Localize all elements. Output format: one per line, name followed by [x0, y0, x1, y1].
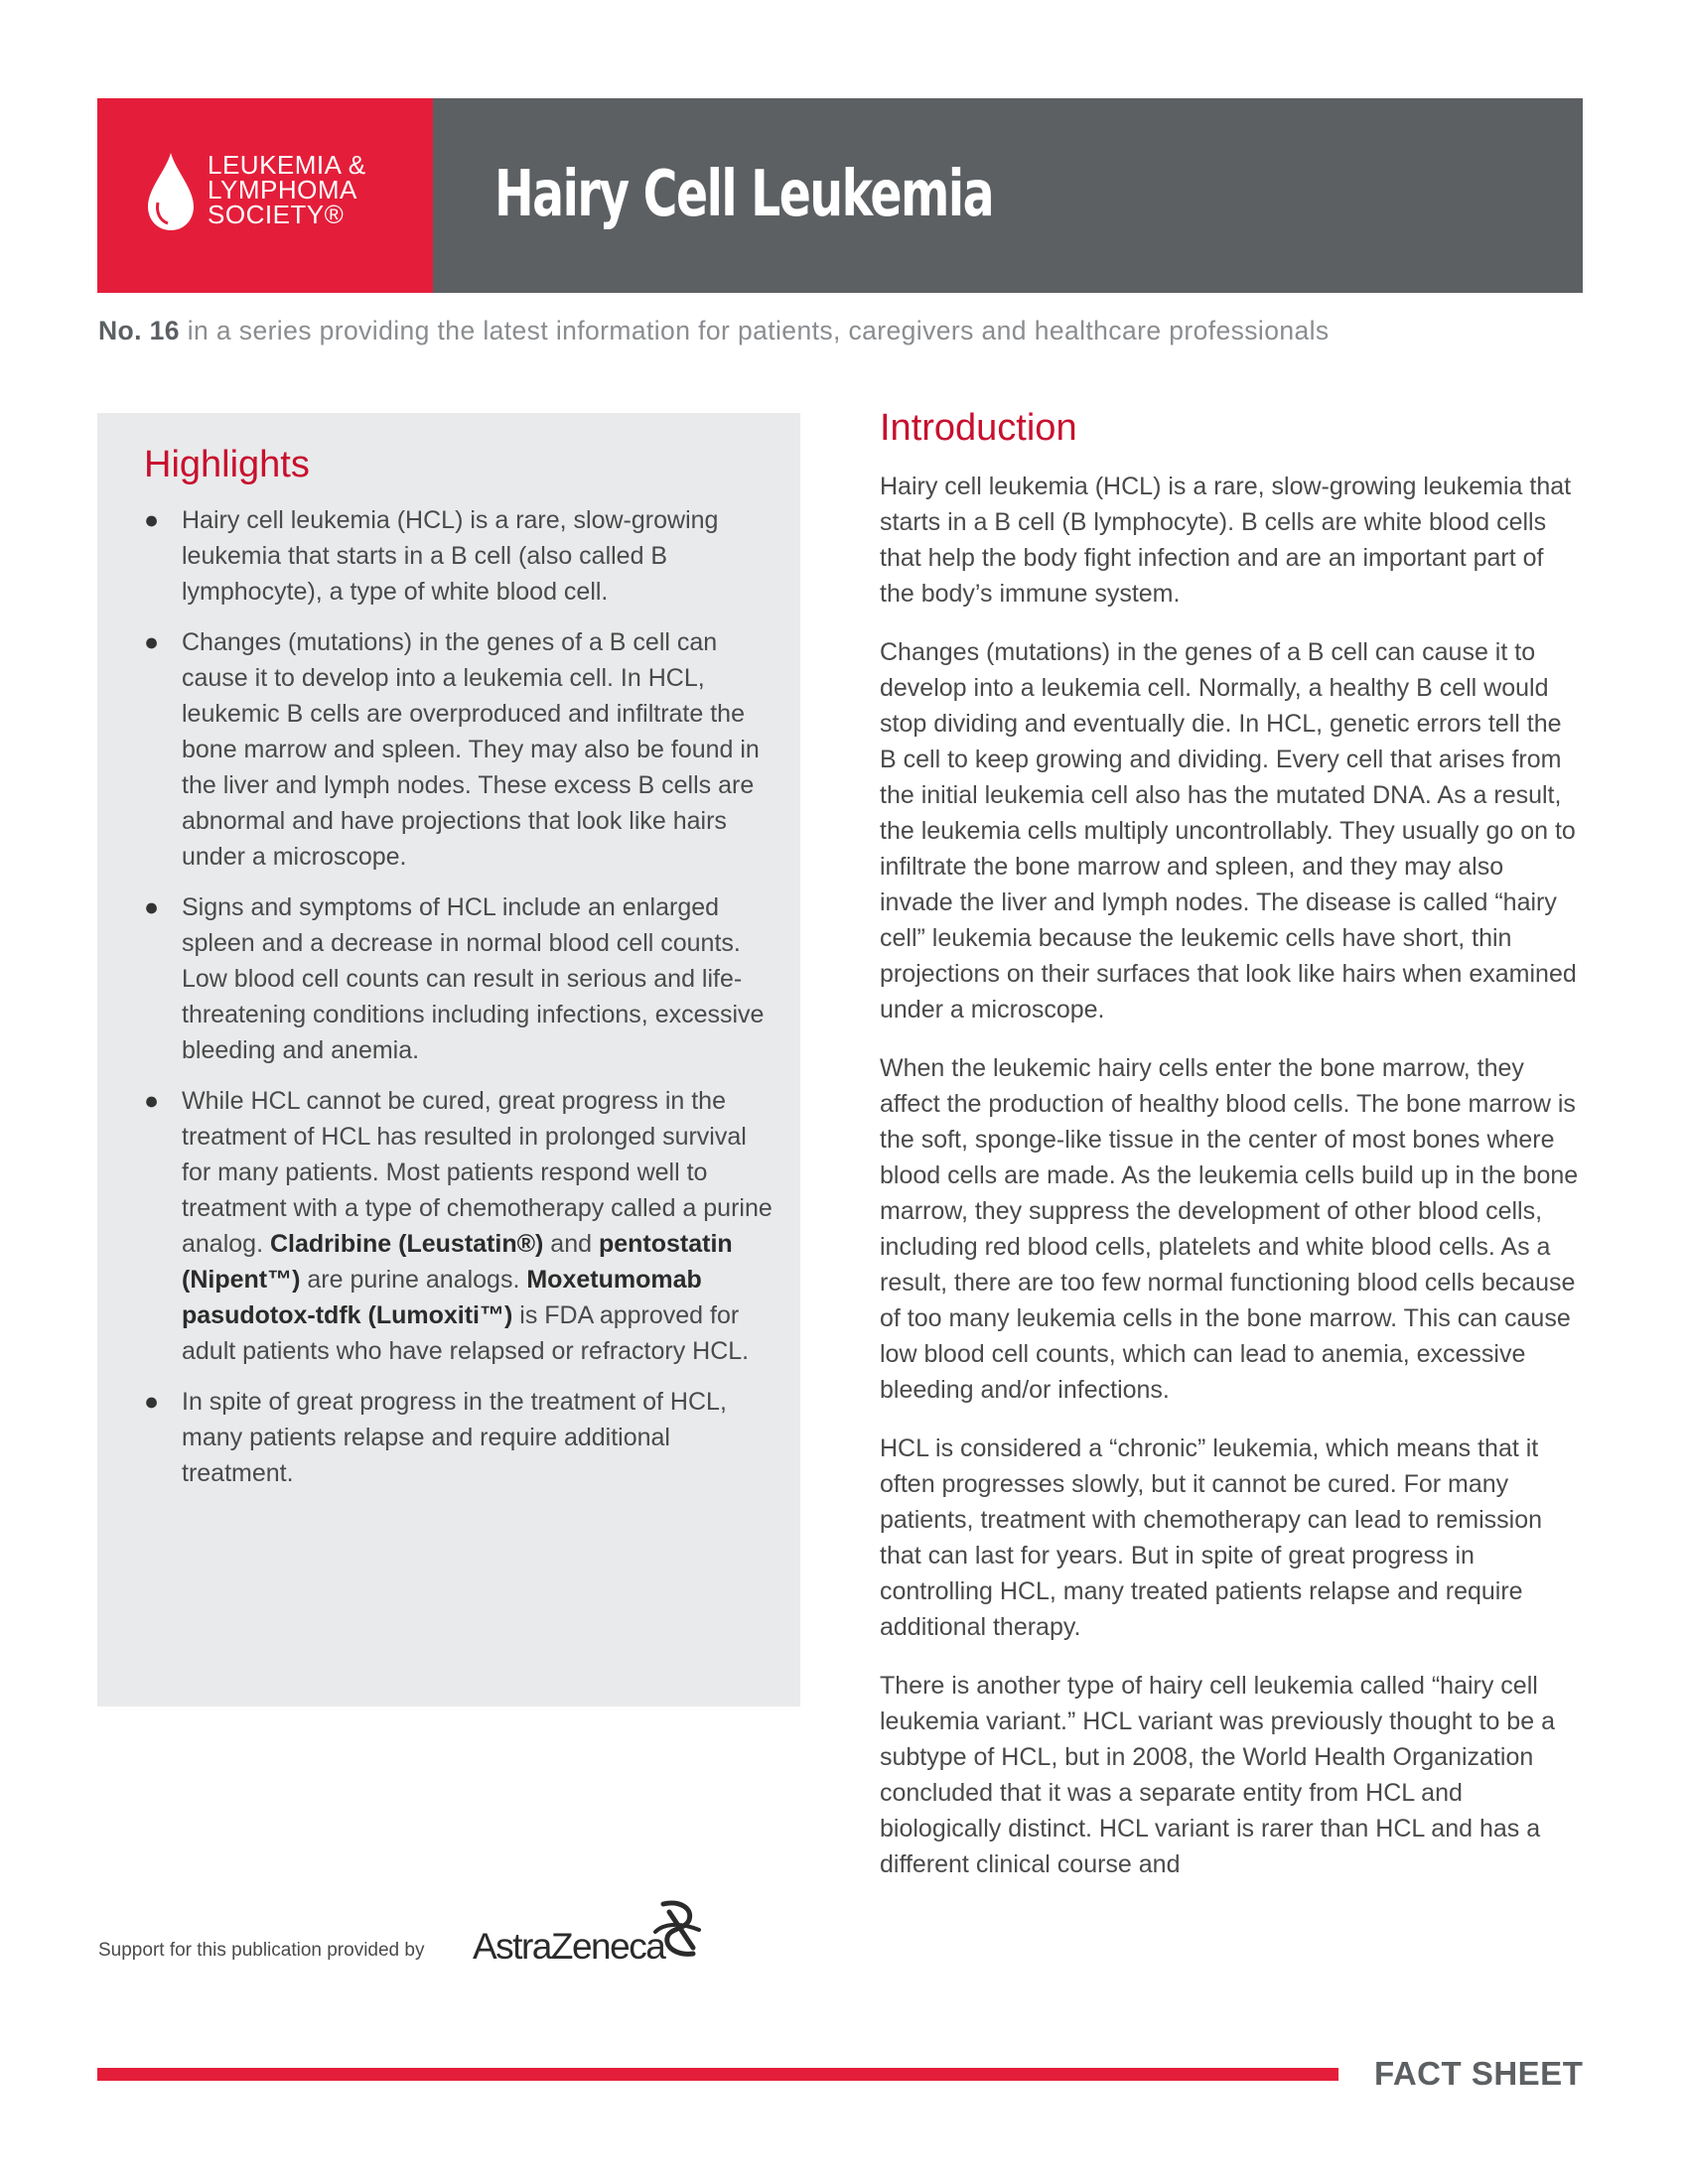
footer-rule	[97, 2068, 1338, 2081]
bullet-icon: ●	[144, 1087, 160, 1115]
paragraph: When the leukemic hairy cells enter the bone marrow, they affect the production of healthy blood cells. The bone marrow is the soft, sponge-like tissue in the center of most bones where blood cells are made. As the leukemia cells build up in the bone marrow, they suppress the development of other blood cells, including red blood cells, platelets and white blood cells. As a result, there are too few normal functioning blood cells because of too many leukemia cells in the bone marrow. This can cause low blood cell counts, which can lead to anemia, excessive bleeding and/or infections.	[880, 1054, 1579, 1404]
highlight-text: Signs and symptoms of HCL include an enlarged spleen and a decrease in normal blood cell counts. Low blood cell counts can result in serious and life-threatening conditions including infections, excessive bleeding and anemia.	[182, 893, 765, 1064]
bullet-icon: ●	[144, 628, 160, 656]
paragraph: Changes (mutations) in the genes of a B cell can cause it to develop into a leukemia cell. Normally, a healthy B cell would stop dividing and eventually die. In HCL, genetic errors tell the B cell to keep growing and dividing. Every cell that arises from the initial leukemia cell also has the mutated DNA. As a result, the leukemia cells multiply uncontrollably. They usually go on to infiltrate the bone marrow and spleen, and they may also invade the liver and lymph nodes. The disease is called “hairy cell” leukemia because the leukemic cells have short, thin projections on their surfaces that look like hairs when examined under a microscope.	[880, 638, 1577, 1024]
series-number: No. 16	[98, 316, 180, 345]
footer-label: FACT SHEET	[1374, 2055, 1584, 2092]
drug-name: Moxetumomab pasudotox-tdfk (Lumoxiti™)	[182, 1266, 702, 1329]
drug-name: pentostatin (Nipent™)	[182, 1230, 733, 1294]
highlights-heading: Highlights	[144, 444, 310, 485]
highlight-text: Changes (mutations) in the genes of a B cell can cause it to develop into a leukemia cell. In HCL, leukemic B cells are overproduced and infiltrate the bone marrow and spleen. They may also be found in the liver and lymph nodes. These excess B cells are abnormal and have projections that look like hairs under a microscope.	[182, 628, 760, 871]
blood-drop-icon	[146, 151, 196, 232]
highlight-text: is FDA approved for adult patients who have relapsed or refractory HCL.	[182, 1301, 750, 1365]
sponsor-company: AstraZeneca	[473, 1926, 665, 1967]
page-title: Hairy Cell Leukemia	[494, 158, 994, 231]
list-item	[144, 1384, 779, 1491]
highlight-text: are purine analogs.	[300, 1266, 527, 1294]
brand-logo-text	[208, 150, 366, 229]
list-item	[144, 624, 779, 875]
highlight-text: and	[543, 1230, 599, 1258]
introduction-heading: Introduction	[880, 407, 1077, 449]
series-description: in a series providing the latest information for patients, caregivers and healthcare professionals	[179, 316, 1330, 345]
highlight-text: While HCL cannot be cured, great progress in the treatment of HCL has resulted in prolonged survival for many patients. Most patients respond well to treatment with a type of chemotherapy called a purine analog.	[182, 1087, 773, 1258]
brand-line: LEUKEMIA &	[208, 150, 366, 180]
bullet-icon: ●	[144, 506, 160, 534]
sponsor-credit: Support for this publication provided by	[98, 1940, 425, 1961]
paragraph: HCL is considered a “chronic” leukemia, which means that it often progresses slowly, but it cannot be cured. For many patients, treatment with chemotherapy can lead to remission that can last for years. But in spite of great progress in controlling HCL, many treated patients relapse and require additional therapy.	[880, 1434, 1543, 1641]
list-item	[144, 502, 779, 610]
introduction-body	[880, 469, 1583, 1905]
bullet-icon: ●	[144, 1388, 160, 1416]
astrazeneca-swirl-icon	[649, 1898, 707, 1962]
highlight-text: In spite of great progress in the treatment of HCL, many patients relapse and require additional treatment.	[182, 1388, 727, 1487]
highlight-text: Hairy cell leukemia (HCL) is a rare, slow-growing leukemia that starts in a B cell (also called B lymphocyte), a type of white blood cell.	[182, 506, 719, 606]
brand-line: LYMPHOMA	[208, 175, 357, 205]
list-item	[144, 1083, 779, 1369]
bullet-icon: ●	[144, 893, 160, 921]
paragraph: Hairy cell leukemia (HCL) is a rare, slow-growing leukemia that starts in a B cell (B lymphocyte). B cells are white blood cells that help the body fight infection and are an important part of the body’s immune system.	[880, 473, 1572, 608]
list-item	[144, 889, 779, 1068]
series-subtitle	[98, 316, 1330, 346]
brand-line: SOCIETY®	[208, 200, 345, 229]
highlights-list	[144, 502, 779, 1506]
drug-name: Cladribine (Leustatin®)	[269, 1230, 544, 1258]
paragraph: There is another type of hairy cell leukemia called “hairy cell leukemia variant.” HCL variant was previously thought to be a subtype of HCL, but in 2008, the World Health Organization concluded that it was a separate entity from HCL and biologically distinct. HCL variant is rarer than HCL and has a different clinical course and	[880, 1672, 1555, 1878]
